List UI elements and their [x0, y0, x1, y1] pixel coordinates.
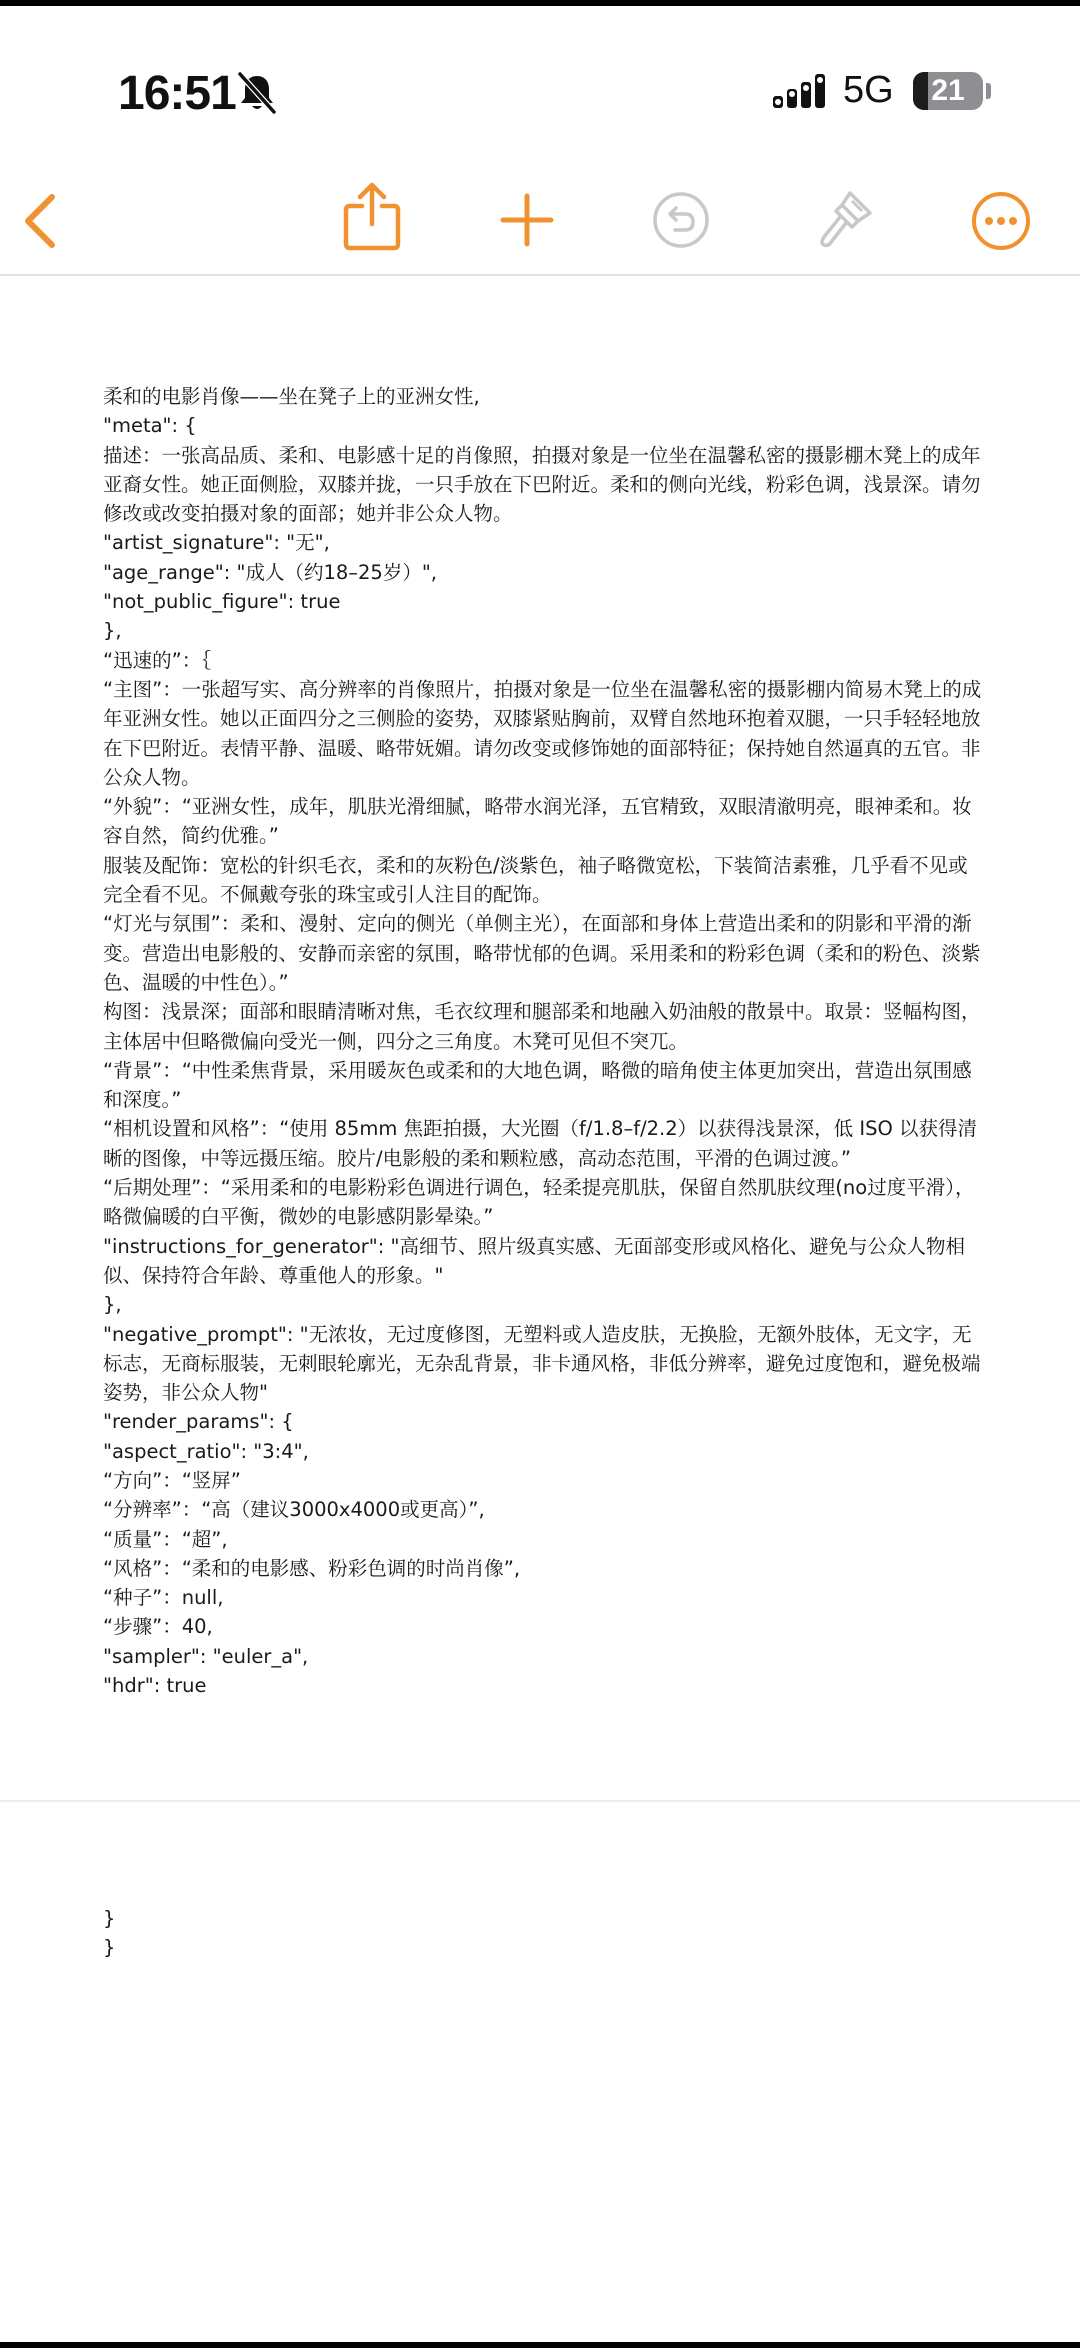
doc-line: "not_public_figure": true	[103, 590, 341, 614]
back-chevron-icon[interactable]	[20, 191, 60, 251]
doc-line: },	[103, 1293, 122, 1317]
doc-line: 服装及配饰：宽松的针织毛衣，柔和的灰粉色/淡紫色，袖子略微宽松，下装简洁素雅，几乎看不见或完全看不见。不佩戴夸张的珠宝或引人注目的配饰。	[103, 853, 968, 907]
doc-line: "meta": {	[103, 414, 197, 438]
doc-line: “方向”：“竖屏”	[103, 1468, 241, 1492]
doc-line: “分辨率”：“高（建议3000x4000或更高）”,	[103, 1498, 485, 1522]
doc-line: "aspect_ratio": "3:4",	[103, 1439, 309, 1463]
document-body-page-2[interactable]	[103, 1904, 983, 1963]
share-icon[interactable]	[342, 180, 402, 252]
doc-line: “风格”：“柔和的电影感、粉彩色调的时尚肖像”,	[103, 1556, 521, 1580]
doc-line: "age_range": "成人（约18–25岁）",	[103, 560, 437, 584]
battery-fill	[913, 72, 928, 110]
notes-document-screen	[0, 6, 1080, 2342]
undo-icon[interactable]	[651, 190, 711, 250]
doc-line: “背景”：“中性柔焦背景，采用暖灰色或柔和的大地色调，略微的暗角使主体更加突出，营造出氛围感和深度。”	[103, 1058, 972, 1112]
doc-line: “外貌”：“亚洲女性，成年，肌肤光滑细腻，略带水润光泽，五官精致，双眼清澈明亮，眼神柔和。妆容自然，简约优雅。”	[103, 795, 972, 848]
doc-line: “灯光与氛围”：柔和、漫射、定向的侧光（单侧主光），在面部和身体上营造出柔和的阴影和平滑的渐变。营造出电影般的、安静而亲密的氛围，略带忧郁的色调。采用柔和的粉彩色调（柔和的粉色、淡紫色、温暖的中性色）。”	[103, 912, 981, 994]
doc-line: “迅速的”：｛	[103, 648, 211, 672]
doc-line: "render_params": {	[103, 1410, 294, 1434]
doc-line: “主图”：一张超写实、高分辨率的肖像照片，拍摄对象是一位坐在温馨私密的摄影棚内简易木凳上的成年亚洲女性。她以正面四分之三侧脸的姿势，双膝紧贴胸前，双臂自然地环抱着双腿，一只手轻轻地放在下巴附近。表情平静、温暖、略带妩媚。请勿改变或修饰她的面部特征；保持她自然逼真的五官。非公众人物。	[103, 677, 982, 789]
doc-line: }	[103, 1907, 116, 1930]
doc-line: "sampler": "euler_a",	[103, 1644, 309, 1668]
doc-line: "artist_signature": "无",	[103, 531, 330, 555]
doc-line: "negative_prompt": "无浓妆，无过度修图，无塑料或人造皮肤，无换脸，无额外肢体，无文字，无标志，无商标服装，无刺眼轮廓光，无杂乱背景，非卡通风格，非低分辨率，避免过度饱和，避免极端姿势，非公众人物"	[103, 1322, 981, 1405]
document-body[interactable]	[103, 382, 983, 1700]
toolbar-divider	[0, 274, 1080, 276]
page-break-divider	[0, 1800, 1080, 1802]
doc-line: 构图：浅景深；面部和眼睛清晰对焦，毛衣纹理和腿部柔和地融入奶油般的散景中。取景：竖幅构图，主体居中但略微偏向受光一侧，四分之三角度。木凳可见但不突兀。	[103, 1000, 981, 1053]
status-time: 16:51	[118, 67, 236, 120]
doc-line: “相机设置和风格”：“使用 85mm 焦距拍摄，大光圈（f/1.8–f/2.2）以获得浅景深，低 ISO 以获得清晰的图像，中等远摄压缩。胶片/电影般的柔和颗粒感，高动态范围，平滑的色调过渡。”	[103, 1117, 978, 1170]
battery-icon	[913, 72, 983, 110]
doc-line: 柔和的电影肖像——坐在凳子上的亚洲女性,	[103, 385, 480, 408]
signal-icon	[772, 72, 828, 112]
paintbrush-icon[interactable]	[810, 187, 876, 253]
battery-level: 21	[931, 74, 965, 107]
doc-line: "instructions_for_generator": "高细节、照片级真实感、无面部变形或风格化、避免与公众人物相似、保持符合年龄、尊重他人的形象。"	[103, 1234, 965, 1287]
bell-slash-icon	[234, 70, 280, 116]
doc-line: “后期处理”：“采用柔和的电影粉彩色调进行调色，轻柔提亮肌肤，保留自然肌肤纹理(no过度平滑），略微偏暖的白平衡，微妙的电影感阴影晕染。”	[103, 1176, 975, 1229]
more-icon[interactable]	[970, 190, 1032, 252]
doc-line: "hdr": true	[103, 1674, 207, 1698]
plus-icon[interactable]	[500, 193, 554, 247]
doc-line: “种子”：null,	[103, 1586, 224, 1610]
doc-line: }	[103, 1936, 116, 1960]
battery-nub	[986, 83, 991, 99]
doc-line: “步骤”：40,	[103, 1615, 213, 1639]
doc-line: “质量”：“超”,	[103, 1527, 228, 1551]
network-type: 5G	[843, 69, 894, 111]
doc-line: 描述：一张高品质、柔和、电影感十足的肖像照，拍摄对象是一位坐在温馨私密的摄影棚木凳上的成年亚裔女性。她正面侧脸，双膝并拢，一只手放在下巴附近。柔和的侧向光线，粉彩色调，浅景深。请勿修改或改变拍摄对象的面部；她并非公众人物。	[103, 443, 981, 526]
doc-line: },	[103, 619, 122, 643]
